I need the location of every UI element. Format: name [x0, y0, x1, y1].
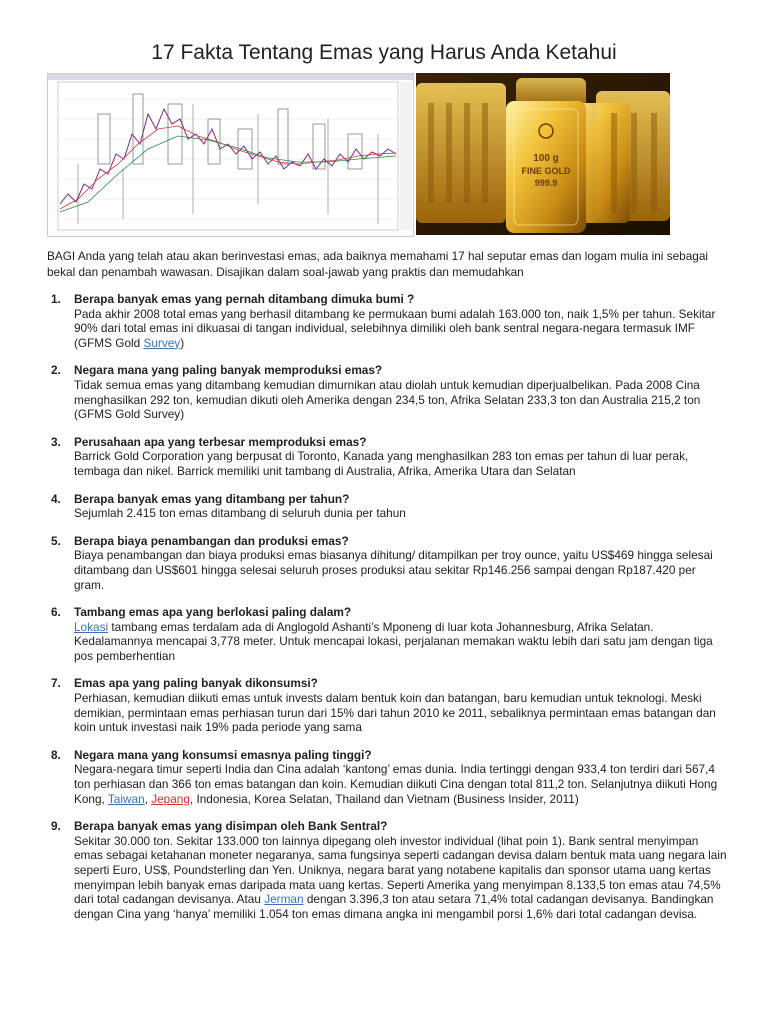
jepang-link[interactable]: Jepang: [151, 791, 190, 806]
list-item: [47, 748, 727, 806]
answer-text: Barrick Gold Corporation yang berpusat di Toronto, Kanada yang menghasilkan 283 ton emas per tahun di luar perak, tembaga dan nikel. Barrick memiliki unit tambang di Australia, Afrika, Amerika Utara dan Selatan: [74, 449, 689, 478]
gold-bar-weight: 100 g: [533, 153, 559, 164]
answer-text-part: Sekitar 30.000 ton. Sekitar 133.000 ton lainnya dipegang oleh investor individual (lihat poin 1). Bank sentral menyimpan emas sebagai ketahanan moneter negaranya, sama fungsinya seperti cadangan devisa dalam bentuk mata uang negara lain seperti Euro, US$, Poundsterling dan Yen. Uniknya, negara barat yang notabene kapitalis dan sponsor utama uang kertas menyimpan lebih banyak emas daripada mata uang kertas. Seperti Amerika yang menyimpan 8.133,5 ton emas atau 74,5% dari total cadangan devisanya. Atau: [74, 833, 727, 907]
answer-text-part: Negara-negara timur seperti India dan Cina adalah ‘kantong’ emas dunia. India tertinggi dengan 933,4 ton terdiri dari 567,4 ton perhiasan dan 366 ton emas batangan dan koin. Kemudian diikuti Cina dengan total 811,2 ton. Selanjutnya diikuti Hong Kong,: [74, 762, 718, 806]
item-number: 4.: [51, 491, 61, 506]
list-item: [47, 435, 727, 479]
question-text: Berapa banyak emas yang pernah ditambang dimuka bumi ?: [74, 292, 415, 306]
question-text: Tambang emas apa yang berlokasi paling dalam?: [74, 605, 352, 620]
facts-list: [47, 292, 727, 921]
question-text: Berapa banyak emas yang ditambang per tahun?: [74, 491, 350, 506]
taiwan-link[interactable]: Taiwan: [107, 791, 145, 806]
answer-text-part: ,: [144, 791, 152, 806]
list-item: [47, 292, 727, 350]
item-number: 7.: [51, 676, 61, 691]
gold-bar-label: FINE GOLD: [521, 166, 571, 176]
answer-text: Biaya penambangan dan biaya produksi emas biasanya dihitung/ ditampilkan per troy ounce, yaitu US$469 hingga selesai ditambang dan US$601 hingga selesai seluruh proses produksi atau sekitar Rp146.256 sampai dengan Rp187.420 per gram.: [74, 548, 713, 592]
question-text: Negara mana yang konsumsi emasnya paling tinggi?: [74, 747, 372, 762]
question-text: Emas apa yang paling banyak dikonsumsi?: [74, 676, 318, 691]
question-text: Berapa biaya penambangan dan produksi emas?: [74, 533, 349, 548]
gold-bars-graphic: [416, 73, 670, 235]
question-text: Perusahaan apa yang terbesar memproduksi emas?: [74, 434, 367, 449]
answer-text: [74, 307, 727, 351]
answer-text-part: dengan 3.396,3 ton atau setara 71,4% total cadangan devisanya. Bandingkan dengan Cina yang ‘hanya’ memiliki 1.054 ton emas dimana angka ini mengambil porsi 1,6% dari total cadangan devisa.: [74, 892, 714, 921]
answer-text-part: , Indonesia, Korea Selatan, Thailand dan Vietnam (Business Insider, 2011): [189, 791, 579, 806]
question-text: Negara mana yang paling banyak memproduksi emas?: [74, 363, 383, 378]
answer-text-part: tambang emas terdalam ada di Anglogold Ashanti’s Mponeng di luar kota Johannesburg, Afrika Selatan. Kedalamannya mencapai 3,778 meter. Untuk mencapai lokasi, perjalanan memakan waktu lebih dari satu jam dengan tiga pos pemberhentian: [74, 619, 713, 663]
list-item: [47, 676, 727, 734]
lokasi-link[interactable]: Lokasi: [74, 619, 109, 634]
gold-price-chart-image: [47, 73, 414, 237]
answer-text-part: Pada akhir 2008 total emas yang berhasil ditambang ke permukaan bumi adalah 163.000 ton, naik 1,5% per tahun. Sekitar 90% dari total emas ini dikuasai di tangan individual, selebihnya dimiliki oleh bank sentral negara-negara termasuk IMF (GFMS Gold: [74, 306, 716, 350]
list-item: [47, 492, 727, 521]
item-number: 8.: [51, 747, 61, 762]
intro-paragraph: BAGI Anda yang telah atau akan berinvestasi emas, ada baiknya memahami 17 hal seputar emas dan logam mulia ini sebagai bekal dan penambah wawasan. Disajikan dalam soal-jawab yang praktis dan memudahkan: [47, 249, 709, 279]
list-item: [47, 819, 727, 921]
gold-bars-photo: [416, 73, 670, 235]
page-title: 17 Fakta Tentang Emas yang Harus Anda Ketahui: [151, 41, 617, 64]
item-number: 6.: [51, 605, 61, 620]
answer-text: Tidak semua emas yang ditambang kemudian dimurnikan atau diolah untuk kemudian diperjualbelikan. Pada 2008 Cina menghasilkan 292 ton, kemudian dikuti oleh Amerika dengan 234,5 ton, Afrika Selatan 233,3 ton dan Australia 215,2 ton (GFMS Gold Survey): [74, 377, 701, 422]
list-item: [47, 605, 727, 663]
list-item: [47, 534, 727, 592]
item-number: 9.: [51, 819, 61, 834]
question-text: Berapa banyak emas yang disimpan oleh Bank Sentral?: [74, 819, 388, 834]
answer-text: Sejumlah 2.415 ton emas ditambang di seluruh dunia per tahun: [74, 506, 406, 521]
list-item: [47, 363, 727, 421]
item-number: 3.: [51, 434, 61, 449]
item-number: 1.: [51, 292, 61, 306]
jerman-link[interactable]: Jerman: [264, 892, 304, 907]
gold-bar-purity: 999.9: [534, 178, 558, 188]
answer-text: [74, 620, 727, 664]
gold-price-chart-graphic: [48, 74, 413, 236]
item-number: 5.: [51, 533, 61, 548]
survey-link[interactable]: Survey: [143, 335, 181, 350]
answer-text: [74, 762, 727, 806]
answer-text: [74, 834, 727, 922]
item-number: 2.: [51, 363, 61, 378]
answer-text-part: ): [180, 335, 185, 350]
answer-text: Perhiasan, kemudian diikuti emas untuk invests dalam bentuk koin dan batangan, baru kemudian untuk teknologi. Meski demikian, permintaan emas perhiasan turun dari 15% dari tahun 2010 ke 2011, sebaliknya permintaan emas batangan dan koin untuk investasi naik 19% pada periode yang sama: [74, 691, 716, 735]
